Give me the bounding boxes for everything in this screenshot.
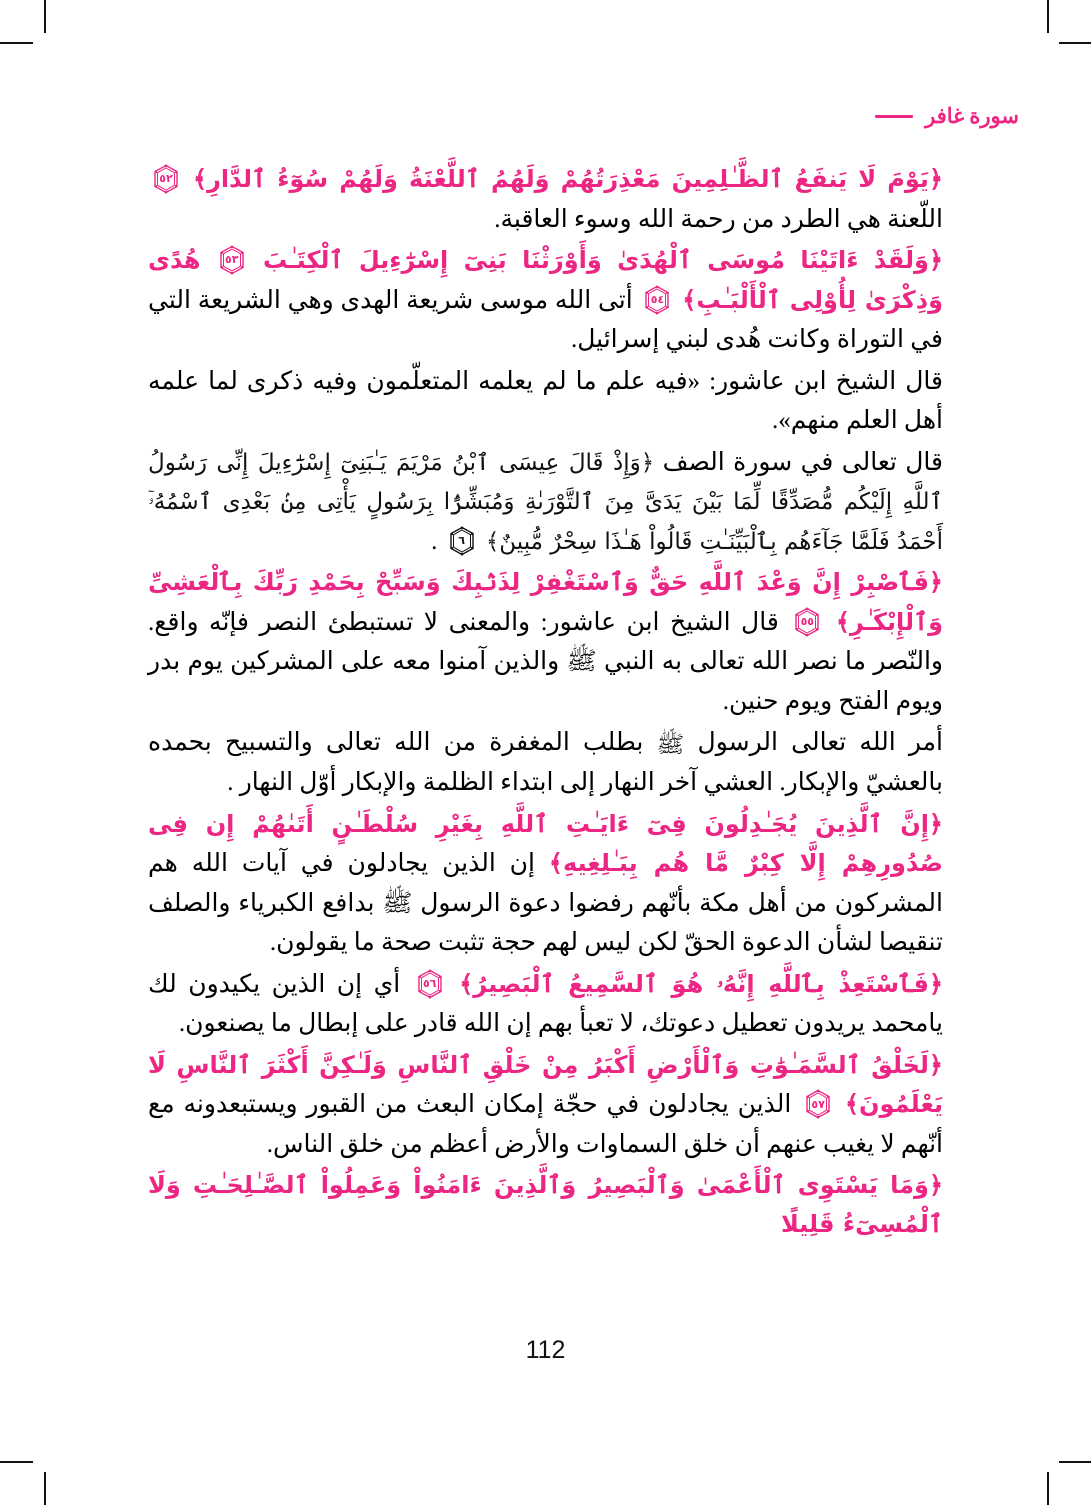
ayah-number-marker <box>447 526 477 556</box>
crop-mark-top-left-horizontal <box>0 42 33 44</box>
tafsir-text: الذين يجادلون في حجّة إمكان البعث من القبور ويستبعدونه مع أنّهم لا يغيب عنهم أن خلق السماوات والأرض أعظم من خلق الناس. <box>148 1091 943 1158</box>
running-header <box>875 104 1019 129</box>
crop-mark-top-right-horizontal <box>1059 42 1091 44</box>
tafsir-text: أي إن الذين يكيدون لك يامحمد يريدون تعطيل دعوتك، لا تعبأ بهم إن الله قادر على إبطال ما يصنعون. <box>148 970 943 1038</box>
quote-tail: . <box>431 527 438 555</box>
tafsir-text: اللّعنة هي الطرد من رحمة الله وسوء العاقبة. <box>494 205 943 233</box>
crop-mark-bottom-right-vertical <box>1047 1472 1049 1505</box>
text-block-ayah-52 <box>148 160 943 239</box>
ayah-number-value: ٥٦ <box>422 977 437 991</box>
ayah-text-black: ﴿وَإِذْ قَالَ عِيسَى ٱبْنُ مَرْيَمَ يَـٰبَنِىٓ إِسْرَٰٓءِيلَ إِنِّى رَسُولُ ٱللَّهِ إِلَيْكُم مُّصَدِّقًا لِّمَا بَيْنَ يَدَىَّ مِنَ ٱلتَّوْرَىٰةِ وَمُبَشِّرًۢا بِرَسُولٍ يَأْتِى مِنۢ بَعْدِى ٱسْمُهُۥٓ أَحْمَدُ فَلَمَّا جَآءَهُم بِٱلْبَيِّنَـٰتِ قَالُواْ هَـٰذَا سِحْرٌ مُّبِينٌ﴾ <box>148 449 943 555</box>
text-block-ayah-jadilun <box>148 805 943 963</box>
header-rule-dash <box>875 115 913 118</box>
tafsir-text: أتى الله موسى شريعة الهدى وهي الشريعة التي في التوراة وكانت هُدى لبني إسرائيل. <box>148 286 943 353</box>
text-block-ayah-55 <box>148 563 943 721</box>
ayah-number-marker <box>803 1089 833 1119</box>
tafsir-text: قال الشيخ ابن عاشور: والمعنى لا تستبطئ النصر فإنّه واقع. والنّصر ما نصر الله تعالى به النبي ﷺ والذين آمنوا معه على المشركين يوم بدر ويوم الفتح ويوم حنين. <box>148 608 943 715</box>
tafsir-text-after: بطلب المغفرة من الله تعالى والتسبيح بحمده بالعشيّ والإبكار. العشي آخر النهار إلى ابتداء الظلمة والإبكار أوّل النهار . <box>148 729 943 797</box>
ayah-number-marker <box>792 607 822 637</box>
ayah-number-marker <box>642 285 672 315</box>
crop-mark-bottom-right-horizontal <box>1059 1461 1091 1463</box>
text-block-ibn-ashur-quote: قال الشيخ ابن عاشور: «فيه علم ما لم يعلمه المتعلّمون وفيه ذكرى لما علمه أهل العلم منهم». <box>148 367 943 434</box>
ayah-number-value: ٥٧ <box>811 1097 825 1111</box>
text-block-surat-as-saff <box>148 443 943 562</box>
ayah-number-value: ٥٥ <box>800 614 815 628</box>
tafsir-text: إن الذين يجادلون في آيات الله هم المشركون من أهل مكة بأنّهم رفضوا دعوة الرسول ﷺ بدافع الكبرياء والصلف تنقيصا لشأن الدعوة الحقّ لكن ليس لهم حجة تثبت صحة ما يقولون. <box>148 850 943 957</box>
ayah-text: ﴿فَٱسْتَعِذْ بِٱللَّهِ إِنَّهُۥ هُوَ ٱلسَّمِيعُ ٱلْبَصِيرُ﴾ <box>459 969 944 998</box>
ayah-number-value: ٥٣ <box>225 253 239 267</box>
ayah-number-marker <box>217 245 247 275</box>
ayah-text: ﴿لَخَلْقُ ٱلسَّمَـٰوَٰتِ وَٱلْأَرْضِ أَكْبَرُ مِنْ خَلْقِ ٱلنَّاسِ وَلَـٰكِنَّ أَكْثَرَ ٱلنَّاسِ لَا يَعْلَمُونَ﴾ <box>148 1050 944 1119</box>
salla-allahu-alayhi-wasallam-icon: ﷺ <box>656 732 685 758</box>
crop-mark-bottom-left-vertical <box>44 1472 46 1505</box>
ayah-number-value: ٥٤ <box>650 292 665 306</box>
crop-mark-bottom-left-horizontal <box>0 1461 33 1463</box>
ayah-text-part-b: هُدًى وَذِكْرَىٰ لِأُوْلِى ٱلْأَلْبَـٰبِ﴾ <box>148 246 943 314</box>
ayah-number-marker <box>151 164 181 194</box>
surah-title: سورة غافر <box>925 104 1019 128</box>
ayah-text-part-a: ﴿وَلَقَدْ ءَاتَيْنَا مُوسَى ٱلْهُدَىٰ وَأَوْرَثْنَا بَنِىٓ إِسْرَٰٓءِيلَ ٱلْكِتَـٰبَ <box>263 246 944 274</box>
text-block-ayah-53-54 <box>148 241 943 360</box>
page-number: 112 <box>525 1336 566 1364</box>
text-block-ayah-57 <box>148 1046 943 1165</box>
ayah-text: ﴿إِنَّ ٱلَّذِينَ يُجَـٰدِلُونَ فِىٓ ءَايَـٰتِ ٱللَّهِ بِغَيْرِ سُلْطَـٰنٍ أَتَىٰهُمْ إِن فِى صُدُورِهِمْ إِلَّا كِبْرٌ مَّا هُم بِبَـٰلِغِيهِ﴾ <box>148 809 943 878</box>
ayah-number-value: ٦ <box>458 533 465 547</box>
quote-lead-in: قال تعالى في سورة الصف <box>662 448 944 476</box>
text-block-ayah-trailing: ﴿وَمَا يَسْتَوِى ٱلْأَعْمَىٰ وَٱلْبَصِيرُ وَٱلَّذِينَ ءَامَنُواْ وَعَمِلُواْ ٱلصَّـٰلِحَـٰتِ وَلَا ٱلْمُسِىٓءُ قَلِيلًا <box>148 1171 943 1239</box>
ayah-number-marker <box>415 969 445 999</box>
crop-mark-top-right-vertical <box>1047 0 1049 33</box>
crop-mark-top-left-vertical <box>44 0 46 33</box>
ayah-text: ﴿يَوْمَ لَا يَنفَعُ ٱلظَّـٰلِمِينَ مَعْذِرَتُهُمْ وَلَهُمُ ٱللَّعْنَةُ وَلَهُمْ سُوٓءُ ٱلدَّارِ﴾ <box>193 165 944 193</box>
text-block-ayah-56 <box>148 965 943 1044</box>
tafsir-text-before: أمر الله تعالى الرسول <box>697 729 943 756</box>
page-body <box>148 160 943 1246</box>
ayah-number-value: ٥٢ <box>159 172 173 186</box>
ayah-text: ﴿فَٱصْبِرْ إِنَّ وَعْدَ ٱللَّهِ حَقٌّ وَٱسْتَغْفِرْ لِذَنۢبِكَ وَسَبِّحْ بِحَمْدِ رَبِّكَ بِٱلْعَشِىِّ وَٱلْإِبْكَـٰرِ﴾ <box>148 568 943 636</box>
text-block-prophet-command <box>148 723 943 803</box>
